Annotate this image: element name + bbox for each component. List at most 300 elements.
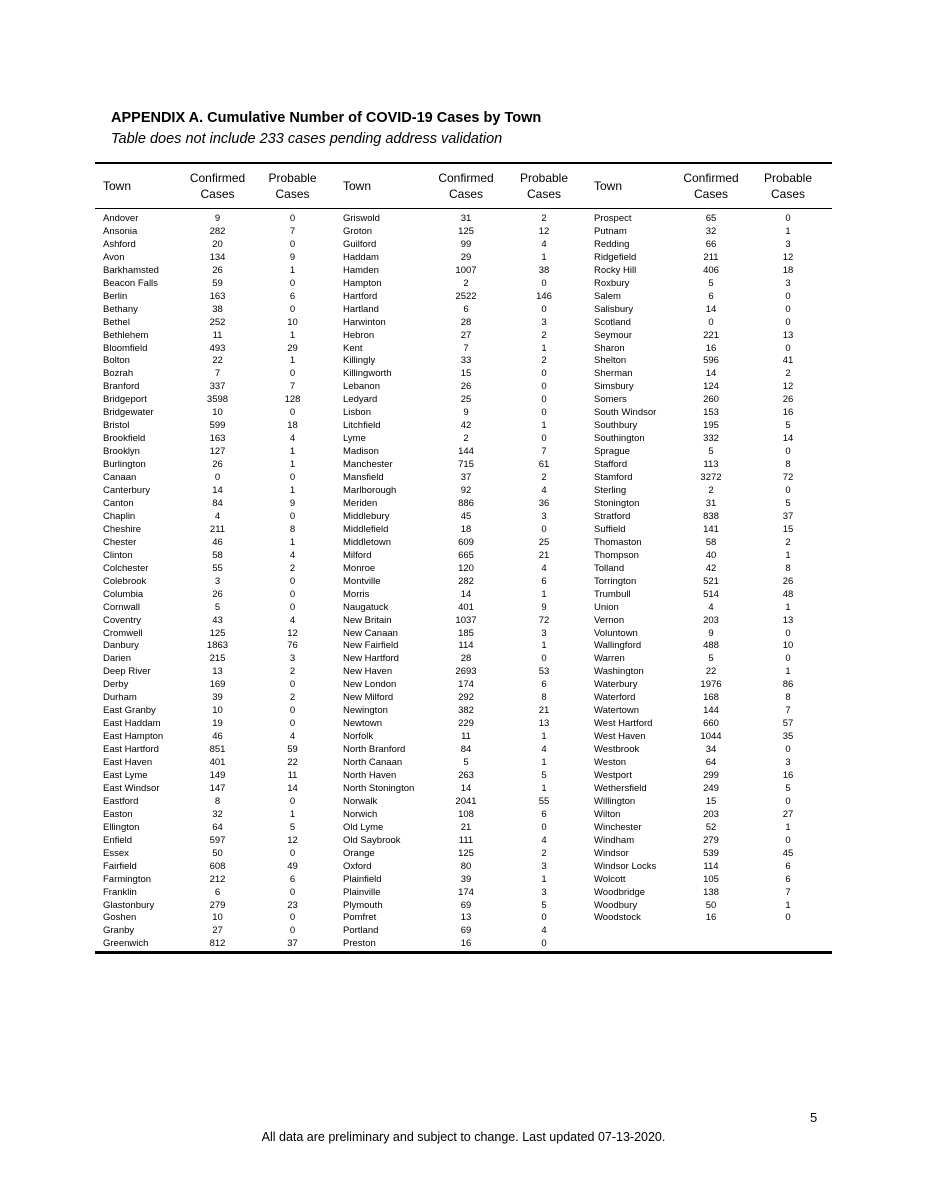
probable-cell: 5 — [541, 769, 547, 781]
town-cell: Scotland — [594, 316, 631, 328]
probable-cell: 0 — [289, 912, 296, 924]
town-cell: North Stonington — [343, 782, 415, 794]
town-cell: Suffield — [594, 523, 626, 535]
town-cell: Washington — [594, 666, 644, 678]
confirmed-cell: 138 — [703, 886, 719, 898]
probable-cell: 6 — [541, 808, 547, 820]
town-cell: East Haddam — [103, 718, 161, 730]
confirmed-cell: 252 — [209, 316, 226, 328]
confirmed-cell: 597 — [209, 834, 226, 846]
town-cell: Bethel — [103, 316, 130, 328]
town-cell: Manchester — [343, 459, 393, 471]
table-row — [95, 226, 832, 239]
town-cell: Stamford — [594, 472, 633, 484]
probable-cell: 59 — [287, 744, 298, 756]
town-cell: Watertown — [594, 705, 640, 717]
probable-cell: 13 — [538, 718, 550, 730]
probable-cell: 0 — [785, 653, 791, 665]
confirmed-cell: 37 — [460, 472, 472, 484]
probable-cell: 0 — [289, 238, 296, 250]
town-cell: East Granby — [103, 705, 156, 717]
confirmed-cell: 31 — [705, 497, 717, 509]
confirmed-cell: 113 — [703, 459, 719, 471]
probable-cell: 35 — [782, 731, 794, 743]
confirmed-cell: 46 — [212, 731, 223, 743]
confirmed-cell: 32 — [705, 225, 717, 237]
confirmed-cell: 52 — [705, 821, 717, 833]
town-cell: New Britain — [343, 614, 392, 626]
probable-cell: 6 — [785, 860, 791, 872]
confirmed-cell: 260 — [703, 394, 719, 406]
probable-cell: 0 — [289, 368, 296, 380]
town-cell: Sprague — [594, 446, 630, 458]
probable-cell: 6 — [289, 873, 296, 885]
confirmed-cell: 493 — [209, 342, 226, 354]
town-cell: Glastonbury — [103, 899, 155, 911]
town-cell: Sherman — [594, 368, 633, 380]
probable-cell: 21 — [538, 705, 550, 717]
table-row — [95, 291, 832, 304]
probable-cell: 6 — [289, 290, 296, 302]
header-confirmed: Confirmed Cases — [438, 171, 494, 201]
table-row — [95, 666, 832, 679]
probable-cell: 1 — [541, 588, 547, 600]
confirmed-cell: 26 — [212, 264, 223, 276]
confirmed-cell: 15 — [705, 795, 717, 807]
probable-cell: 15 — [782, 523, 794, 535]
town-cell: Mansfield — [343, 472, 384, 484]
probable-cell: 2 — [541, 329, 547, 341]
table-row — [95, 317, 832, 330]
probable-cell: 0 — [289, 601, 296, 613]
confirmed-cell: 64 — [212, 821, 223, 833]
town-cell: Marlborough — [343, 485, 397, 497]
probable-cell: 61 — [538, 459, 550, 471]
confirmed-cell: 34 — [705, 744, 717, 756]
probable-cell: 16 — [782, 407, 794, 419]
town-cell: Ledyard — [343, 394, 378, 406]
town-cell: Montville — [343, 575, 381, 587]
probable-cell: 0 — [785, 627, 791, 639]
town-cell: Monroe — [343, 562, 376, 574]
probable-cell: 4 — [289, 433, 296, 445]
confirmed-cell: 16 — [705, 342, 717, 354]
town-cell: Simsbury — [594, 381, 634, 393]
probable-cell: 41 — [782, 355, 794, 367]
confirmed-cell: 3 — [214, 575, 221, 587]
confirmed-cell: 114 — [458, 640, 474, 652]
town-cell: Wolcott — [594, 873, 626, 885]
probable-cell: 3 — [785, 238, 791, 250]
probable-cell: 26 — [782, 575, 794, 587]
town-cell: Portland — [343, 925, 379, 937]
confirmed-cell — [678, 925, 744, 938]
town-cell: Derby — [103, 679, 129, 691]
confirmed-cell: 163 — [209, 290, 226, 302]
confirmed-cell: 279 — [209, 899, 226, 911]
table-row — [95, 524, 832, 537]
table-row — [95, 602, 832, 615]
table-row — [95, 265, 832, 278]
confirmed-cell: 64 — [705, 757, 717, 769]
confirmed-cell: 66 — [705, 238, 717, 250]
probable-cell: 49 — [287, 860, 298, 872]
town-cell: Woodbridge — [594, 886, 646, 898]
probable-cell: 36 — [538, 497, 550, 509]
probable-cell: 72 — [538, 614, 550, 626]
probable-cell: 12 — [287, 834, 298, 846]
town-cell: Danbury — [103, 640, 139, 652]
confirmed-cell: 69 — [460, 899, 472, 911]
confirmed-cell: 212 — [209, 873, 226, 885]
confirmed-cell: 39 — [212, 692, 223, 704]
probable-cell: 0 — [541, 368, 547, 380]
town-cell: Bethlehem — [103, 329, 149, 341]
town-cell: Ellington — [103, 821, 140, 833]
table-row — [95, 498, 832, 511]
probable-cell: 1 — [289, 459, 296, 471]
confirmed-cell: 42 — [460, 420, 472, 432]
confirmed-cell: 84 — [212, 497, 223, 509]
town-cell: Salisbury — [594, 303, 634, 315]
confirmed-cell: 203 — [703, 808, 719, 820]
confirmed-cell: 221 — [703, 329, 719, 341]
probable-cell: 1 — [541, 873, 547, 885]
table-row — [95, 783, 832, 796]
town-cell: Colebrook — [103, 575, 147, 587]
town-cell: Plainville — [343, 886, 381, 898]
town-cell: North Haven — [343, 769, 397, 781]
confirmed-cell: 6 — [214, 886, 221, 898]
town-cell: Canton — [103, 497, 134, 509]
confirmed-cell: 22 — [705, 666, 717, 678]
table-row — [95, 874, 832, 887]
confirmed-cell: 5 — [708, 277, 714, 289]
town-cell: Hamden — [343, 264, 379, 276]
town-cell: West Hartford — [594, 718, 653, 730]
confirmed-cell: 1007 — [455, 264, 477, 276]
header-town: Town — [594, 179, 623, 193]
probable-cell: 21 — [538, 549, 550, 561]
town-cell: Norwalk — [343, 795, 378, 807]
probable-cell: 0 — [289, 575, 296, 587]
town-cell: Canaan — [103, 472, 137, 484]
probable-cell: 2 — [541, 355, 547, 367]
probable-cell: 0 — [541, 523, 547, 535]
town-cell: Woodbury — [594, 899, 638, 911]
confirmed-cell: 2522 — [455, 290, 477, 302]
town-cell: Branford — [103, 381, 140, 393]
town-cell: West Haven — [594, 731, 646, 743]
town-cell: Plymouth — [343, 899, 383, 911]
probable-cell: 1 — [541, 757, 547, 769]
probable-cell: 4 — [541, 744, 547, 756]
table-row — [95, 537, 832, 550]
probable-cell: 5 — [785, 497, 791, 509]
confirmed-cell: 229 — [458, 718, 474, 730]
confirmed-cell: 406 — [703, 264, 719, 276]
town-cell: Darien — [103, 653, 131, 665]
probable-cell: 0 — [289, 277, 296, 289]
probable-cell: 4 — [541, 562, 547, 574]
table-row — [95, 900, 832, 913]
confirmed-cell: 33 — [460, 355, 472, 367]
probable-cell: 2 — [785, 368, 791, 380]
table-row — [95, 744, 832, 757]
confirmed-cell: 42 — [705, 562, 717, 574]
probable-cell: 6 — [541, 575, 547, 587]
town-cell: Tolland — [594, 562, 625, 574]
town-cell: Union — [594, 601, 619, 613]
probable-cell: 8 — [785, 459, 791, 471]
confirmed-cell: 3598 — [206, 394, 229, 406]
probable-cell: 2 — [785, 536, 791, 548]
probable-cell: 1 — [541, 782, 547, 794]
probable-cell: 57 — [782, 718, 794, 730]
confirmed-cell: 144 — [703, 705, 719, 717]
town-cell: Westbrook — [594, 744, 640, 756]
confirmed-cell: 18 — [460, 523, 472, 535]
probable-cell: 1 — [785, 601, 791, 613]
confirmed-cell: 665 — [458, 549, 474, 561]
town-cell: Middlebury — [343, 510, 390, 522]
probable-cell: 0 — [289, 925, 296, 937]
probable-cell: 5 — [785, 420, 791, 432]
table-row — [95, 394, 832, 407]
town-cell: Trumbull — [594, 588, 631, 600]
confirmed-cell: 27 — [460, 329, 472, 341]
probable-cell: 0 — [541, 912, 547, 924]
confirmed-cell: 9 — [463, 407, 469, 419]
probable-cell: 1 — [289, 446, 296, 458]
town-cell: Fairfield — [103, 860, 137, 872]
probable-cell: 76 — [287, 640, 298, 652]
town-cell: Willington — [594, 795, 636, 807]
confirmed-cell: 715 — [458, 459, 474, 471]
table-row — [95, 252, 832, 265]
probable-cell: 4 — [541, 485, 547, 497]
town-cell: Middlefield — [343, 523, 389, 535]
probable-cell: 0 — [785, 912, 791, 924]
probable-cell: 55 — [538, 795, 550, 807]
probable-cell: 9 — [541, 601, 547, 613]
confirmed-cell: 120 — [458, 562, 474, 574]
confirmed-cell — [678, 938, 744, 952]
town-cell: Westport — [594, 769, 632, 781]
table-header-row — [95, 163, 832, 209]
confirmed-cell: 16 — [705, 912, 717, 924]
probable-cell: 18 — [287, 420, 298, 432]
town-cell: Bethany — [103, 303, 138, 315]
probable-cell: 38 — [538, 264, 550, 276]
table-row — [95, 343, 832, 356]
probable-cell: 0 — [785, 834, 791, 846]
confirmed-cell: 134 — [209, 251, 226, 263]
town-cell: Shelton — [594, 355, 627, 367]
town-cell: Stratford — [594, 510, 631, 522]
town-cell: Roxbury — [594, 277, 630, 289]
confirmed-cell: 249 — [703, 782, 719, 794]
town-cell: Plainfield — [343, 873, 382, 885]
town-cell: Morris — [343, 588, 370, 600]
confirmed-cell: 125 — [209, 627, 226, 639]
town-cell: Sterling — [594, 485, 627, 497]
table-row — [95, 589, 832, 602]
town-cell: Weston — [594, 757, 627, 769]
table-row — [95, 576, 832, 589]
table-row — [95, 848, 832, 861]
confirmed-cell: 812 — [209, 938, 226, 950]
confirmed-cell: 58 — [212, 549, 223, 561]
probable-cell: 0 — [289, 795, 296, 807]
table-row — [95, 718, 832, 731]
probable-cell: 8 — [785, 692, 791, 704]
confirmed-cell: 6 — [708, 290, 714, 302]
confirmed-cell: 203 — [703, 614, 719, 626]
town-cell: Norfolk — [343, 731, 374, 743]
confirmed-cell: 28 — [460, 653, 472, 665]
town-cell: New Haven — [343, 666, 393, 678]
table-row — [95, 731, 832, 744]
confirmed-cell: 28 — [460, 316, 472, 328]
probable-cell: 27 — [782, 808, 794, 820]
town-cell: Sharon — [594, 342, 625, 354]
table-row — [95, 757, 832, 770]
confirmed-cell: 29 — [460, 251, 472, 263]
table-row — [95, 770, 832, 783]
probable-cell: 0 — [785, 303, 791, 315]
confirmed-cell: 195 — [703, 420, 719, 432]
town-cell: East Windsor — [103, 782, 160, 794]
town-cell: Oxford — [343, 860, 372, 872]
town-cell: Salem — [594, 290, 621, 302]
table-row — [95, 209, 832, 226]
confirmed-cell: 1863 — [206, 640, 229, 652]
town-cell: Bozrah — [103, 368, 134, 380]
table-row — [95, 925, 832, 938]
town-cell: East Haven — [103, 757, 153, 769]
town-cell: Vernon — [594, 614, 625, 626]
town-cell: Lyme — [343, 433, 366, 445]
probable-cell: 0 — [785, 316, 791, 328]
table-row — [95, 835, 832, 848]
confirmed-cell: 401 — [209, 757, 226, 769]
probable-cell: 9 — [289, 497, 296, 509]
confirmed-cell: 163 — [209, 433, 226, 445]
town-cell: Middletown — [343, 536, 392, 548]
town-cell: Thomaston — [594, 536, 642, 548]
town-cell: Ashford — [103, 238, 136, 250]
table-row — [95, 368, 832, 381]
confirmed-cell: 69 — [460, 925, 472, 937]
confirmed-cell: 2 — [463, 277, 469, 289]
town-cell: Beacon Falls — [103, 277, 158, 289]
confirmed-cell: 851 — [209, 744, 226, 756]
confirmed-cell: 43 — [212, 614, 223, 626]
probable-cell: 0 — [785, 213, 791, 224]
probable-cell: 29 — [287, 342, 298, 354]
table-row — [95, 550, 832, 563]
town-cell: Bridgeport — [103, 394, 147, 406]
town-cell: Griswold — [343, 213, 380, 224]
confirmed-cell: 609 — [458, 536, 474, 548]
town-cell: Lebanon — [343, 381, 380, 393]
probable-cell: 1 — [785, 225, 791, 237]
town-cell: Cromwell — [103, 627, 143, 639]
confirmed-cell: 2041 — [455, 795, 477, 807]
confirmed-cell: 282 — [209, 225, 226, 237]
town-cell: Colchester — [103, 562, 149, 574]
table-row — [95, 887, 832, 900]
probable-cell: 0 — [541, 653, 547, 665]
confirmed-cell: 3272 — [700, 472, 722, 484]
table-row — [95, 381, 832, 394]
probable-cell: 2 — [541, 847, 547, 859]
probable-cell: 5 — [785, 782, 791, 794]
confirmed-cell: 14 — [212, 485, 223, 497]
probable-cell: 3 — [289, 653, 296, 665]
confirmed-cell: 10 — [212, 407, 223, 419]
town-cell: Killingly — [343, 355, 376, 367]
probable-cell: 0 — [785, 342, 791, 354]
probable-cell: 1 — [541, 640, 547, 652]
table-row — [95, 563, 832, 576]
town-cell: Chaplin — [103, 510, 136, 522]
confirmed-cell: 19 — [212, 718, 223, 730]
probable-cell: 14 — [287, 782, 298, 794]
table-row — [95, 861, 832, 874]
town-cell: Cheshire — [103, 523, 142, 535]
confirmed-cell: 13 — [460, 912, 472, 924]
probable-cell: 2 — [289, 562, 296, 574]
town-cell: Guilford — [343, 238, 377, 250]
confirmed-cell: 32 — [212, 808, 223, 820]
table-row — [95, 433, 832, 446]
probable-cell: 0 — [785, 446, 791, 458]
table-row — [95, 809, 832, 822]
probable-cell: 4 — [541, 925, 547, 937]
probable-cell: 12 — [782, 251, 794, 263]
confirmed-cell: 299 — [703, 769, 719, 781]
probable-cell: 5 — [541, 899, 547, 911]
probable-cell: 23 — [287, 899, 298, 911]
probable-cell: 7 — [785, 705, 791, 717]
probable-cell: 10 — [287, 316, 298, 328]
probable-cell: 1 — [785, 549, 791, 561]
probable-cell: 0 — [541, 303, 547, 315]
table-row — [95, 822, 832, 835]
town-cell: East Hampton — [103, 731, 164, 743]
document-subtitle: Table does not include 233 cases pending address validation — [111, 131, 503, 147]
probable-cell: 1 — [289, 536, 296, 548]
confirmed-cell: 14 — [705, 303, 717, 315]
confirmed-cell: 596 — [703, 355, 719, 367]
confirmed-cell: 141 — [703, 523, 719, 535]
confirmed-cell: 599 — [209, 420, 226, 432]
town-cell: Madison — [343, 446, 379, 458]
table-row — [95, 446, 832, 459]
town-cell: Voluntown — [594, 627, 638, 639]
town-cell: Deep River — [103, 666, 151, 678]
town-cell: Groton — [343, 225, 373, 237]
confirmed-cell: 263 — [458, 769, 474, 781]
table-row — [95, 640, 832, 653]
confirmed-cell: 26 — [212, 588, 223, 600]
town-cell: Redding — [594, 238, 630, 250]
confirmed-cell: 7 — [463, 342, 469, 354]
header-probable: Probable Cases — [519, 171, 569, 201]
probable-cell: 4 — [289, 549, 296, 561]
